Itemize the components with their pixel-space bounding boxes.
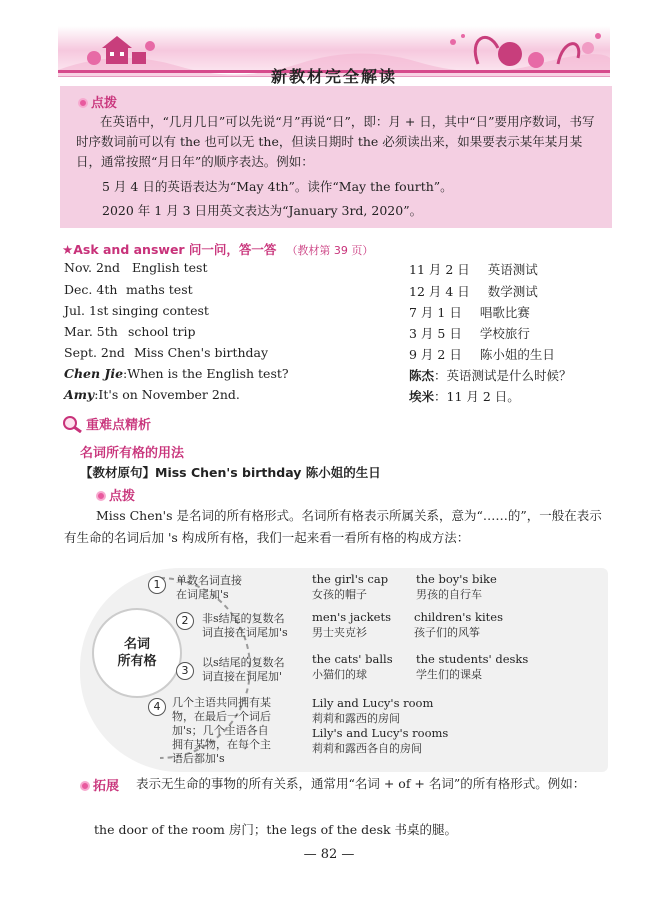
page-header	[58, 18, 610, 90]
tip-example-1: 5 月 4 日的英语表达为“May 4th”。读作“May the fourth”。	[102, 179, 453, 194]
example: Lily and Lucy's room 莉莉和露西的房间	[312, 696, 434, 725]
rule-text: 单数名词直接 在词尾加's	[176, 574, 242, 601]
rule-text: 几个主语共同拥有某 物，在最后一个词后 加's；几个主语各自 拥有某物，在每个主 语后都加's	[172, 696, 271, 765]
diagram-center: 名词 所有格	[92, 608, 182, 698]
rule-text: 非s结尾的复数名 词直接在词尾加's	[202, 612, 288, 639]
item-number: 4	[148, 698, 166, 716]
example: the girl's cap 女孩的帽子	[312, 572, 389, 601]
page-number: — 82 —	[303, 847, 355, 862]
item-number: 1	[148, 576, 166, 594]
header-title: 新教材完全解读	[270, 67, 397, 86]
example: men's jackets 男士夹克衫	[312, 610, 391, 639]
item-number: 2	[176, 612, 194, 630]
bullet-icon	[96, 491, 106, 501]
section-heading: 重难点精析	[62, 414, 151, 433]
item-number: 3	[176, 662, 194, 680]
example: the students' desks 学生们的课桌	[416, 652, 529, 681]
qa-reference: （教材第 39 页）	[286, 244, 374, 257]
tip-box	[60, 86, 612, 228]
tip-heading-2: 点拨	[96, 485, 135, 504]
section-subheading: 名词所有格的用法	[80, 446, 185, 461]
example: Lily's and Lucy's rooms 莉莉和露西各自的房间	[312, 726, 449, 755]
tip-heading: 点拨	[78, 92, 117, 111]
explanation-paragraph: Miss Chen's 是名词的所有格形式。名词所有格表示所属关系，意为“……的”，一般在表示有生命的名词后加 's 构成所有格，我们一起来看一看所有格的构成方法：	[64, 508, 602, 545]
example: the boy's bike 男孩的自行车	[416, 572, 497, 601]
bullet-icon	[78, 98, 88, 108]
tip-paragraph: 在英语中，“几月几日”可以先说“月”再说“日”，即：月 + 日，其中“日”要用序数词，书写时序数词前可以有 the 也可以无 the，但读日期时 the 必须读出来，如果要表示某年某月某日，通常按照“月日年”的顺序表达。例如：	[76, 114, 595, 169]
bullet-icon	[80, 781, 90, 791]
possessive-diagram	[80, 568, 608, 772]
extension-paragraph: 表示无生命的事物的所有关系，通常用“名词 + of + 名词”的所有格形式。例如：	[136, 776, 586, 791]
tip-example-2: 2020 年 1 月 3 日用英文表达为“January 3rd, 2020”。	[102, 203, 423, 218]
magnifier-icon	[62, 415, 84, 433]
example: children's kites 孩子们的风筝	[414, 610, 503, 639]
example: the cats' balls 小猫们的球	[312, 652, 393, 681]
extension-example: the door of the room 房门；the legs of the desk 书桌的腿。	[94, 822, 458, 837]
qa-heading: ★Ask and answer 问一问，答一答 （教材第 39 页）	[62, 242, 374, 257]
extension-heading: 拓展	[80, 775, 123, 794]
original-sentence: 【教材原句】Miss Chen's birthday 陈小姐的生日	[80, 465, 381, 480]
rule-text: 以s结尾的复数名 词直接在词尾加'	[202, 656, 285, 683]
